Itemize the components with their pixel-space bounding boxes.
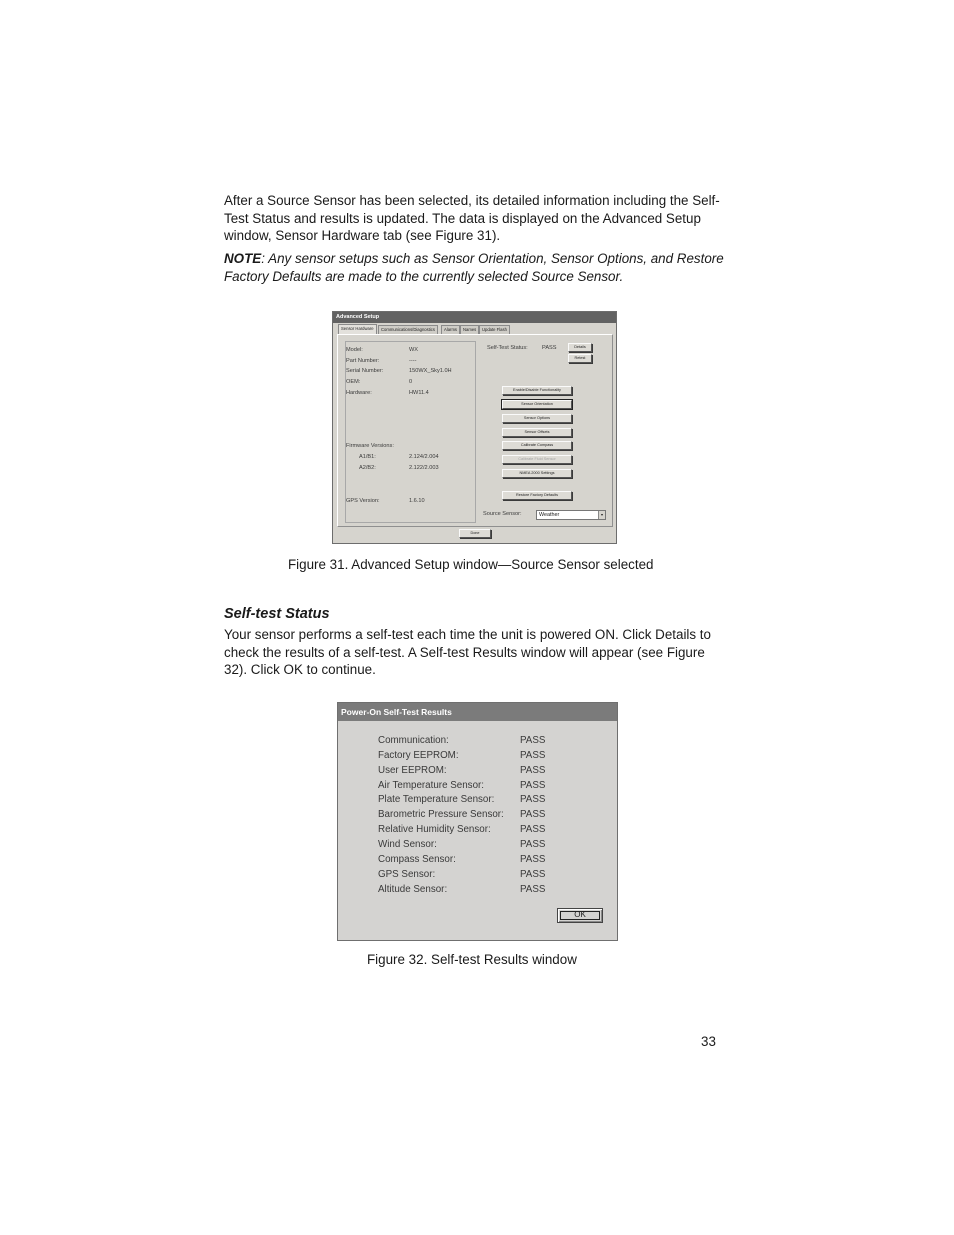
source-sensor-select[interactable] [536, 510, 606, 520]
result-value: PASS [520, 750, 546, 761]
part-number-value: ---- [409, 358, 417, 364]
tab-alarms[interactable]: Alarms [441, 325, 460, 334]
part-number-label: Part Number: [346, 358, 380, 364]
result-label: Compass Sensor: [378, 854, 456, 865]
result-label: Plate Temperature Sensor: [378, 794, 495, 805]
result-row [378, 839, 598, 851]
advanced-setup-window [332, 311, 617, 544]
tab-update-flash[interactable]: Update Flash [479, 325, 510, 334]
enable-disable-functionality-button[interactable]: Enable/Disable Functionality [502, 386, 572, 395]
result-value: PASS [520, 765, 546, 776]
chevron-down-icon[interactable]: ▾ [598, 511, 605, 519]
sensor-orientation-button[interactable]: Sensor Orientation [502, 400, 572, 409]
result-row [378, 780, 598, 792]
result-value: PASS [520, 735, 546, 746]
done-button[interactable]: Done [459, 529, 491, 538]
result-row [378, 765, 598, 777]
self-test-status-value: PASS [542, 345, 557, 351]
hardware-label: Hardware: [346, 390, 372, 396]
hardware-value: HW11.4 [409, 390, 429, 396]
result-row [378, 869, 598, 881]
result-row [378, 794, 598, 806]
tab-sensor-hardware[interactable]: Sensor Hardware [338, 324, 377, 334]
result-value: PASS [520, 824, 546, 835]
sensor-options-button[interactable]: Sensor Options [502, 414, 572, 423]
firmware-a1b1-label: A1/B1: [359, 454, 376, 460]
advanced-setup-titlebar: Advanced Setup [333, 312, 616, 323]
note-text: : Any sensor setups such as Sensor Orientation, Sensor Options, and Restore Factory Defaults are made to the currently selected Source Sensor. [224, 251, 724, 284]
intro-paragraph: After a Source Sensor has been selected, its detailed information including the Self-Test Status and results is updated. The data is displayed on the Advanced Setup window, Sensor Hardware tab (see Figure 31). [224, 193, 720, 244]
figure-32-caption: Figure 32. Self-test Results window [367, 952, 577, 967]
result-row [378, 884, 598, 896]
self-test-paragraph: Your sensor performs a self-test each time the unit is powered ON. Click Details to check the results of a self-test. A Self-test Results window will appear (see Figure 32). Click OK to continue. [224, 627, 711, 678]
sensor-offsets-button[interactable]: Sensor Offsets [502, 428, 572, 437]
result-row [378, 735, 598, 747]
result-value: PASS [520, 884, 546, 895]
model-value: WX [409, 347, 419, 353]
restore-factory-defaults-button[interactable]: Restore Factory Defaults [502, 491, 572, 500]
result-label: Air Temperature Sensor: [378, 780, 485, 791]
result-value: PASS [520, 854, 546, 865]
result-label: Communication: [378, 735, 449, 746]
result-label: Wind Sensor: [378, 839, 437, 850]
tab-names[interactable]: Names [460, 325, 479, 334]
gps-version-value: 1.6.10 [409, 498, 425, 504]
firmware-a2b2-label: A2/B2: [359, 465, 376, 471]
tab-communications-diagnostics[interactable]: Communications/Diagnostics [378, 325, 438, 334]
source-sensor-value: Weather [539, 512, 560, 518]
firmware-versions-label: Firmware Versions: [346, 443, 394, 449]
self-test-status-label: Self-Test Status: [487, 345, 528, 351]
note-label: NOTE [224, 251, 262, 266]
serial-number-label: Serial Number: [346, 368, 384, 374]
oem-value: 0 [409, 379, 413, 385]
result-value: PASS [520, 794, 546, 805]
source-sensor-label: Source Sensor: [483, 511, 522, 517]
result-label: Relative Humidity Sensor: [378, 824, 491, 835]
firmware-a2b2-value: 2.122/2.003 [409, 465, 439, 471]
serial-number-value: 150WX_Sky1.0H [409, 368, 452, 374]
page-number: 33 [701, 1034, 716, 1049]
result-label: Altitude Sensor: [378, 884, 448, 895]
figure-31-caption: Figure 31. Advanced Setup window—Source Sensor selected [288, 557, 654, 572]
ok-button[interactable]: OK [557, 908, 603, 923]
calibrate-compass-button[interactable]: Calibrate Compass [502, 441, 572, 450]
result-label: Barometric Pressure Sensor: [378, 809, 504, 820]
result-label: Factory EEPROM: [378, 750, 459, 761]
gps-version-label: GPS Version: [346, 498, 380, 504]
result-value: PASS [520, 869, 546, 880]
result-row [378, 809, 598, 821]
result-label: User EEPROM: [378, 765, 447, 776]
result-value: PASS [520, 809, 546, 820]
result-row [378, 750, 598, 762]
nmea-2000-settings-button[interactable]: NMEA 2000 Settings [502, 469, 572, 478]
retest-button[interactable]: Retest [568, 354, 592, 363]
result-row [378, 824, 598, 836]
self-test-results-window [337, 702, 618, 941]
self-test-results-titlebar: Power-On Self-Test Results [338, 703, 617, 721]
sensor-hardware-panel [337, 334, 613, 527]
result-label: GPS Sensor: [378, 869, 436, 880]
details-button[interactable]: Details [568, 343, 592, 352]
result-value: PASS [520, 839, 546, 850]
result-row [378, 854, 598, 866]
oem-label: OEM: [346, 379, 361, 385]
firmware-a1b1-value: 2.124/2.004 [409, 454, 439, 460]
result-value: PASS [520, 780, 546, 791]
note-paragraph [224, 250, 724, 285]
model-label: Model: [346, 347, 363, 353]
calibrate-fluid-sensor-button[interactable]: Calibrate Fluid Sensor [502, 455, 572, 464]
section-heading: Self-test Status [224, 606, 330, 622]
